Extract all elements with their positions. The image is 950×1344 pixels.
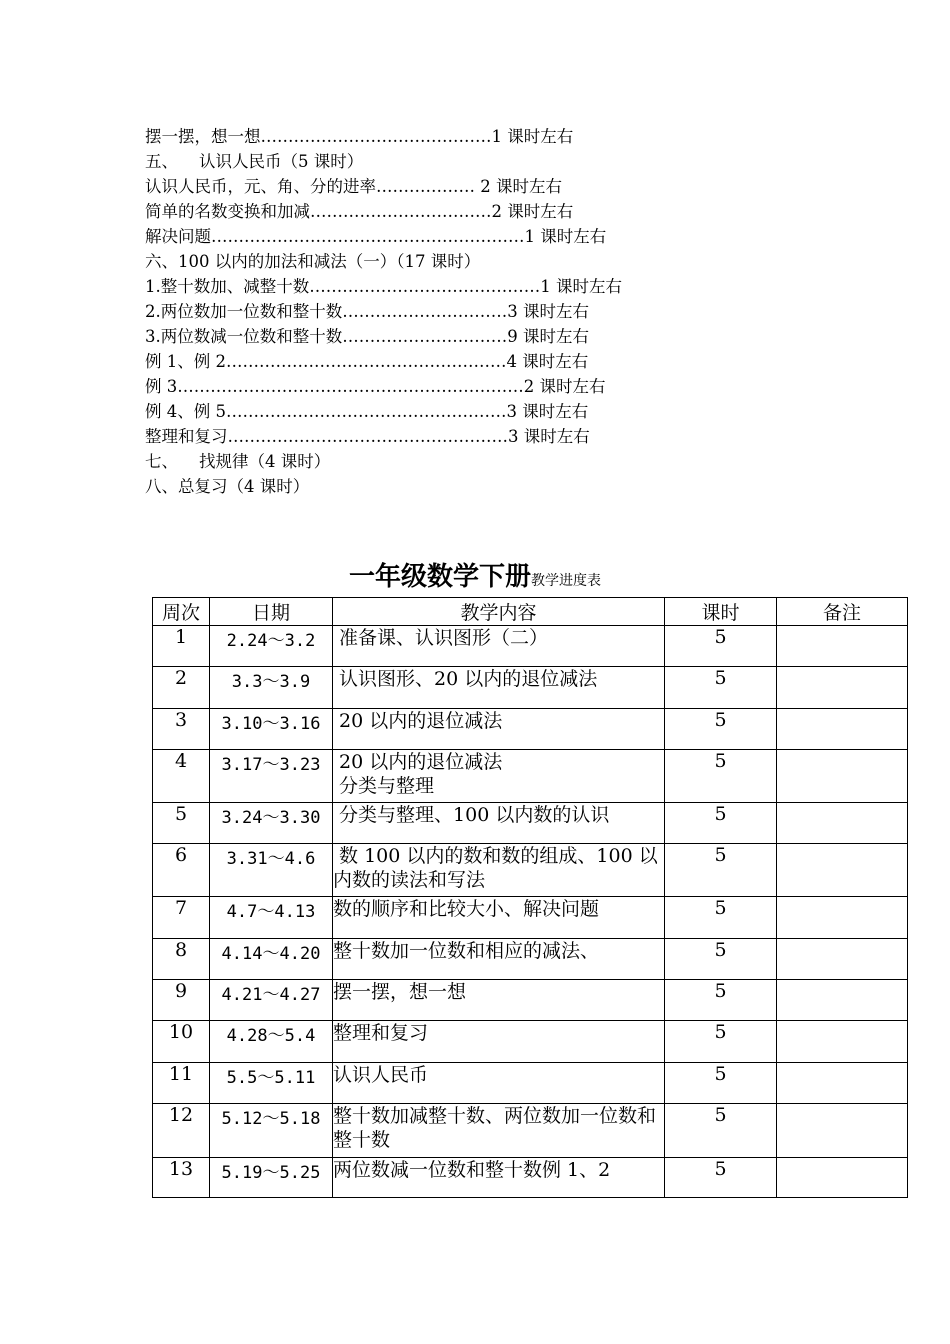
- hours-cell: 5: [665, 1021, 777, 1063]
- note-cell: [777, 1063, 908, 1104]
- week-cell: 12: [153, 1104, 210, 1158]
- outline-line: 简单的名数变换和加减……………………………2 课时左右: [145, 202, 574, 221]
- outline-line: 3.两位数减一位数和整十数…………………………9 课时左右: [145, 327, 589, 346]
- outline-line: 五、 认识人民币（5 课时）: [145, 152, 364, 171]
- header-content: 教学内容: [333, 598, 665, 626]
- date-cell: 3.10～3.16: [210, 709, 333, 750]
- hours-cell: 5: [665, 939, 777, 980]
- week-cell: 13: [153, 1158, 210, 1198]
- header-date: 日期: [210, 598, 333, 626]
- content-cell: 认识图形、20 以内的退位减法: [333, 667, 665, 709]
- schedule-title: [0, 556, 950, 593]
- week-cell: 6: [153, 844, 210, 897]
- title-main: 一年级数学下册: [348, 562, 531, 592]
- note-cell: [777, 1021, 908, 1063]
- note-cell: [777, 626, 908, 667]
- outline-line: 六、100 以内的加法和减法（一）（17 课时）: [145, 252, 481, 271]
- hours-cell: 5: [665, 897, 777, 939]
- date-cell: 3.3～3.9: [210, 667, 333, 709]
- date-cell: 2.24～3.2: [210, 626, 333, 667]
- date-cell: 3.17～3.23: [210, 750, 333, 803]
- schedule-table: [152, 597, 908, 1198]
- outline-line: 解决问题…………………………………………………1 课时左右: [145, 227, 607, 246]
- table-row: [153, 626, 908, 667]
- outline-line: 例 1、例 2……………………………………………4 课时左右: [145, 352, 589, 371]
- table-row: [153, 803, 908, 844]
- week-cell: 11: [153, 1063, 210, 1104]
- outline-line: 例 4、例 5……………………………………………3 课时左右: [145, 402, 589, 421]
- note-cell: [777, 1158, 908, 1198]
- week-cell: 4: [153, 750, 210, 803]
- week-cell: 2: [153, 667, 210, 709]
- table-body: [153, 626, 908, 1198]
- date-cell: 5.12～5.18: [210, 1104, 333, 1158]
- table-row: [153, 939, 908, 980]
- content-cell: 两位数减一位数和整十数例 1、2: [333, 1158, 665, 1198]
- content-cell: 分类与整理、100 以内数的认识: [333, 803, 665, 844]
- hours-cell: 5: [665, 803, 777, 844]
- week-cell: 3: [153, 709, 210, 750]
- date-cell: 5.5～5.11: [210, 1063, 333, 1104]
- table-row: [153, 980, 908, 1021]
- week-cell: 9: [153, 980, 210, 1021]
- note-cell: [777, 1104, 908, 1158]
- note-cell: [777, 750, 908, 803]
- hours-cell: 5: [665, 980, 777, 1021]
- note-cell: [777, 844, 908, 897]
- date-cell: 4.14～4.20: [210, 939, 333, 980]
- note-cell: [777, 709, 908, 750]
- table-row: [153, 1104, 908, 1158]
- header-week: 周次: [153, 598, 210, 626]
- week-cell: 1: [153, 626, 210, 667]
- content-cell: 数的顺序和比较大小、解决问题: [333, 897, 665, 939]
- outline-line: 摆一摆，想一想……………………………………1 课时左右: [145, 127, 574, 146]
- date-cell: 4.28～5.4: [210, 1021, 333, 1063]
- date-cell: 3.31～4.6: [210, 844, 333, 897]
- hours-cell: 5: [665, 626, 777, 667]
- week-cell: 10: [153, 1021, 210, 1063]
- hours-cell: 5: [665, 667, 777, 709]
- week-cell: 7: [153, 897, 210, 939]
- content-cell: 20 以内的退位减法 分类与整理: [333, 750, 665, 803]
- outline-line: 2.两位数加一位数和整十数…………………………3 课时左右: [145, 302, 589, 321]
- date-cell: 3.24～3.30: [210, 803, 333, 844]
- content-cell: 整理和复习: [333, 1021, 665, 1063]
- table-row: [153, 1158, 908, 1198]
- content-cell: 准备课、认识图形（二）: [333, 626, 665, 667]
- note-cell: [777, 667, 908, 709]
- hours-cell: 5: [665, 709, 777, 750]
- date-cell: 5.19～5.25: [210, 1158, 333, 1198]
- table-row: [153, 844, 908, 897]
- table-row: [153, 1021, 908, 1063]
- content-cell: 认识人民币: [333, 1063, 665, 1104]
- date-cell: 4.7～4.13: [210, 897, 333, 939]
- week-cell: 5: [153, 803, 210, 844]
- content-cell: 数 100 以内的数和数的组成、100 以内数的读法和写法: [333, 844, 665, 897]
- outline-list: [145, 124, 845, 499]
- content-cell: 20 以内的退位减法: [333, 709, 665, 750]
- hours-cell: 5: [665, 1063, 777, 1104]
- outline-line: 认识人民币，元、角、分的进率……………… 2 课时左右: [145, 177, 562, 196]
- hours-cell: 5: [665, 1104, 777, 1158]
- hours-cell: 5: [665, 750, 777, 803]
- table-row: [153, 897, 908, 939]
- note-cell: [777, 803, 908, 844]
- outline-line: 整理和复习……………………………………………3 课时左右: [145, 427, 590, 446]
- table-row: [153, 750, 908, 803]
- outline-line: 例 3………………………………………………………2 课时左右: [145, 377, 606, 396]
- outline-line: 七、 找规律（4 课时）: [145, 452, 331, 471]
- content-cell: 整十数加减整十数、两位数加一位数和整十数: [333, 1104, 665, 1158]
- outline-line: 八、总复习（4 课时）: [145, 477, 310, 496]
- outline-line: 1.整十数加、减整十数……………………………………1 课时左右: [145, 277, 622, 296]
- table-row: [153, 1063, 908, 1104]
- hours-cell: 5: [665, 844, 777, 897]
- note-cell: [777, 897, 908, 939]
- header-note: 备注: [777, 598, 908, 626]
- content-cell: 摆一摆，想一想: [333, 980, 665, 1021]
- header-row: [153, 598, 908, 626]
- week-cell: 8: [153, 939, 210, 980]
- title-sub: 教学进度表: [531, 573, 601, 589]
- note-cell: [777, 980, 908, 1021]
- header-hours: 课时: [665, 598, 777, 626]
- hours-cell: 5: [665, 1158, 777, 1198]
- date-cell: 4.21～4.27: [210, 980, 333, 1021]
- table-row: [153, 667, 908, 709]
- content-cell: 整十数加一位数和相应的减法、: [333, 939, 665, 980]
- note-cell: [777, 939, 908, 980]
- table-row: [153, 709, 908, 750]
